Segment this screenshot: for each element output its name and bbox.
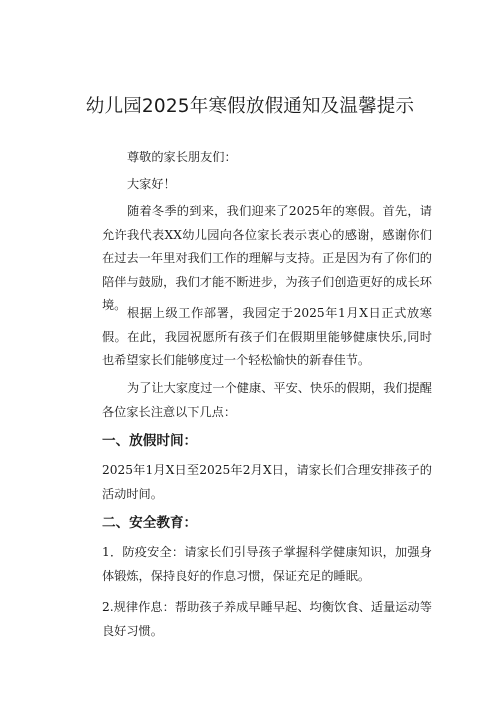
paragraph-intro: 随着冬季的到来，我们迎来了2025年的寒假。首先，请允许我代表XX幼儿园向各位家长表示衷心的感谢，感谢你们在过去一年里对我们工作的理解与支持。正是因为有了你们的陪伴与鼓励，我们才能不断进步，为孩子们创造更好的成长环境。 bbox=[102, 204, 432, 312]
paragraph-reminder-intro: 为了让大家度过一个健康、平安、快乐的假期，我们提醒各位家长注意以下几点： bbox=[102, 381, 432, 419]
section-text-holiday-time: 2025年1月X日至2025年2月X日，请家长们合理安排孩子的活动时间。 bbox=[102, 463, 432, 501]
section-heading-holiday-time: 一、放假时间： bbox=[102, 433, 198, 449]
salutation: 尊敬的家长朋友们： bbox=[127, 150, 237, 164]
greeting: 大家好！ bbox=[127, 177, 176, 191]
section-heading-safety: 二、安全教育： bbox=[102, 515, 198, 531]
document-title: 幼儿园2025年寒假放假通知及温馨提示 bbox=[85, 96, 415, 117]
safety-item-health: 1．防疫安全：请家长们引导孩子掌握科学健康知识，加强身体锻炼，保持良好的作息习惯，保证充足的睡眠。 bbox=[102, 545, 432, 583]
paragraph-holiday-notice: 根据上级工作部署，我园定于2025年1月X日正式放寒假。在此，我园祝愿所有孩子们在假期里能够健康快乐,同时也希望家长们能够度过一个轻松愉快的新春佳节。 bbox=[102, 306, 432, 367]
safety-item-routine: 2.规律作息：帮助孩子养成早睡早起、均衡饮食、适量运动等良好习惯。 bbox=[102, 600, 432, 638]
